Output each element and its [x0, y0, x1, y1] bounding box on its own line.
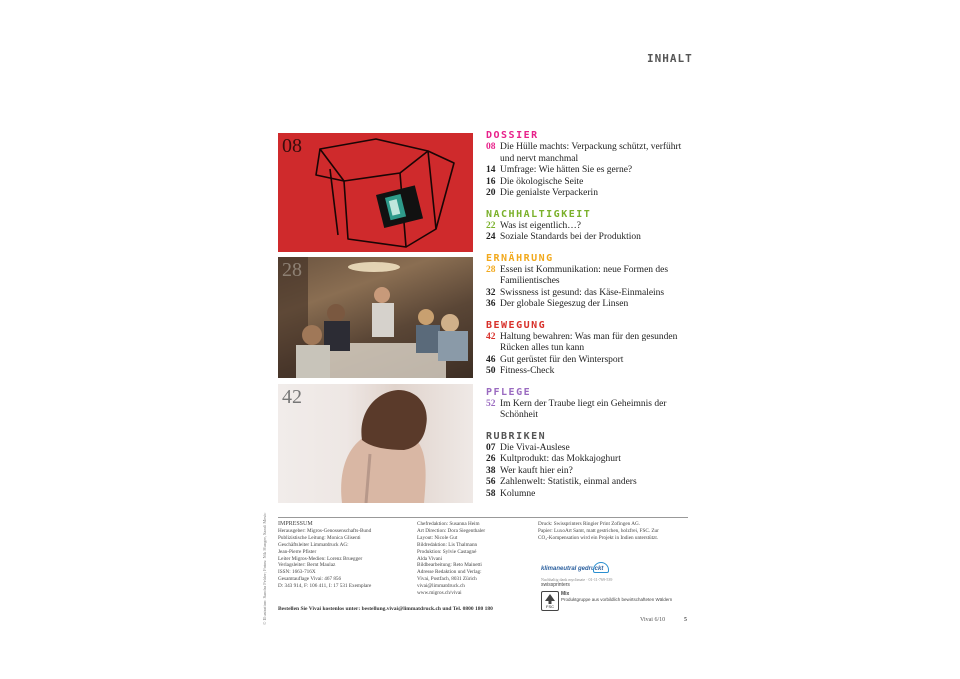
- entry-page: 52: [486, 398, 496, 409]
- entry-title: Fitness-Check: [500, 366, 555, 376]
- entry-page: 32: [486, 287, 496, 298]
- toc-entry[interactable]: [486, 477, 696, 489]
- entry-title: Wer kauft hier ein?: [500, 465, 573, 476]
- entry-title: Haltung bewahren: Was man für den gesunden Rücken alles tun kann: [500, 331, 678, 353]
- section-title: ERNÄHRUNG: [486, 252, 554, 264]
- imprint-line: Publizistische Leitung: Monica Glisenti: [278, 534, 361, 541]
- entry-page: 24: [486, 232, 496, 242]
- entry-title: Essen ist Kommunikation: neue Formen des Familientisches: [500, 264, 669, 286]
- toc-entry[interactable]: [486, 288, 696, 300]
- fsc-logo: [541, 591, 559, 611]
- entry-page: 46: [486, 354, 496, 365]
- toc-entry[interactable]: [486, 232, 696, 244]
- toc-entry[interactable]: [486, 165, 696, 177]
- entry-page: 22: [486, 220, 496, 231]
- page-number: 5: [684, 617, 687, 623]
- entry-title: Im Kern der Traube liegt ein Geheimnis der Schönheit: [500, 398, 667, 420]
- photo-woman-back: [278, 384, 473, 503]
- section-title: BEWEGUNG: [486, 319, 547, 331]
- entry-title: Die genialste Verpackerin: [500, 188, 598, 198]
- entry-page: 56: [486, 477, 496, 487]
- entry-title: Kolumne: [500, 488, 536, 499]
- table-of-contents: [486, 130, 696, 509]
- section-title: PFLEGE: [486, 386, 532, 398]
- imprint-line: CO₂-Kompensation wird ein Projekt in Indien unterstützt.: [538, 534, 659, 541]
- entry-title: Swissness ist gesund: das Käse-Einmaleins: [500, 287, 665, 298]
- entry-page: 14: [486, 165, 496, 175]
- entry-title: Die ökologische Seite: [500, 176, 584, 187]
- imprint-line: Jean-Pierre Pfister: [278, 548, 317, 555]
- entry-title: Die Vivai-Auslese: [500, 442, 570, 453]
- entry-title: Zahlenwelt: Statistik, einmal anders: [500, 477, 637, 487]
- dinner-scene: [278, 257, 473, 378]
- imprint-line: Papier: LuxoArt Samt, matt gestrichen, holzfrei, FSC. Zur: [538, 527, 659, 534]
- imprint-line: Gesamtauflage Vivai: 467 856: [278, 576, 342, 583]
- toc-section-bewegung: [486, 320, 696, 378]
- imprint-column-1: [278, 521, 413, 590]
- mix-subline: Produktgruppe aus vorbildlich bewirtschafteten Wäldern: [561, 597, 673, 602]
- entry-page: 38: [486, 465, 496, 476]
- toc-entry[interactable]: [486, 366, 696, 378]
- imprint-divider: [278, 517, 688, 518]
- toc-entry[interactable]: [486, 355, 696, 367]
- toc-section-nachhaltigkeit: [486, 209, 696, 244]
- issue-label: Vivai 6/10: [640, 617, 666, 623]
- toc-section-rubriken: [486, 431, 696, 501]
- toc-entry[interactable]: [486, 489, 696, 501]
- entry-title: Der globale Siegeszug der Linsen: [500, 299, 629, 309]
- imprint-line: D: 343 914, F: 106 411, I: 17 531 Exemplare: [278, 583, 372, 590]
- toc-entry[interactable]: [486, 454, 696, 466]
- toc-entry[interactable]: [486, 332, 696, 355]
- imprint-line: ISSN: 1663-716X: [278, 569, 316, 576]
- toc-section-ernaehrung: [486, 253, 696, 311]
- entry-page: 20: [486, 188, 496, 198]
- toc-section-dossier: [486, 130, 696, 200]
- mix-title: Mix: [561, 591, 570, 597]
- klimaneutral-logo: [541, 562, 611, 576]
- entry-title: Kultprodukt: das Mokkajoghurt: [500, 454, 621, 464]
- entry-page: 16: [486, 176, 496, 187]
- toc-entry[interactable]: [486, 466, 696, 478]
- imprint-line[interactable]: www.migros.ch/vivai: [417, 590, 462, 597]
- photo-page-number: 08: [282, 135, 302, 157]
- imprint-line: Geschäftsleiter Limmatdruck AG:: [278, 541, 349, 548]
- photo-page-number: 42: [282, 386, 302, 408]
- entry-page: 42: [486, 331, 496, 342]
- entry-page: 07: [486, 442, 496, 453]
- toc-entry[interactable]: [486, 188, 696, 200]
- entry-page: 08: [486, 142, 496, 152]
- fsc-label: FSC: [546, 604, 554, 609]
- imprint-line: Alda Vivani: [417, 555, 443, 562]
- page-heading: INHALT: [647, 52, 693, 65]
- imprint-line: Leiter Migros-Medien: Lorenz Bruegger: [278, 555, 363, 562]
- photo-credit: © Illustration: Sandra Felder; Fotos: Nik Hunger, Sandi Mesic: [262, 512, 267, 625]
- order-line[interactable]: Bestellen Sie Vivai kostenlos unter: bestellung.vivai@limmatdruck.ch und Tel. 0800 180 180: [278, 606, 493, 612]
- klimaneutral-subline: Nachhaltig dank myclimate · 01-11-769-539: [541, 577, 613, 582]
- toc-entry[interactable]: [486, 177, 696, 189]
- imprint-line: Vivai, Postfach, 8031 Zürich: [417, 576, 477, 583]
- section-title: NACHHALTIGKEIT: [486, 208, 592, 220]
- toc-section-pflege: [486, 387, 696, 422]
- klimaneutral-label: klimaneutral gedruckt: [541, 566, 604, 572]
- entry-page: 50: [486, 366, 496, 376]
- entry-page: 36: [486, 299, 496, 309]
- box-illustration: [278, 133, 473, 252]
- toc-entry[interactable]: [486, 443, 696, 455]
- imprint-line: Herausgeber: Migros-Genossenschafts-Bund: [278, 527, 372, 534]
- photo-packaging: [278, 133, 473, 252]
- entry-title: Soziale Standards bei der Produktion: [500, 232, 641, 242]
- toc-entry[interactable]: [486, 142, 696, 165]
- entry-title: Gut gerüstet für den Wintersport: [500, 354, 624, 365]
- entry-page: 26: [486, 454, 496, 464]
- toc-entry[interactable]: [486, 299, 696, 311]
- imprint-line: Adresse Redaktion und Verlag:: [417, 569, 482, 576]
- entry-title: Was ist eigentlich…?: [500, 220, 582, 231]
- section-title: DOSSIER: [486, 130, 539, 141]
- toc-entry[interactable]: [486, 265, 696, 288]
- imprint-line: Chefredaktion: Susanna Heim: [417, 521, 480, 527]
- imprint-line: Bildbearbeitung: Reto Mainetti: [417, 562, 482, 569]
- imprint-line[interactable]: vivai@limmatdruck.ch: [417, 583, 465, 590]
- mix-label: [561, 591, 672, 602]
- imprint-line: Produktion: Sylvie Castagné: [417, 548, 477, 555]
- entry-title: Umfrage: Wie hätten Sie es gerne?: [500, 165, 633, 175]
- photo-family-table: [278, 257, 473, 378]
- imprint-line: Bildredaktion: Lis Thalmann: [417, 541, 478, 548]
- swissprinters-logo: swissprinters: [541, 582, 570, 588]
- imprint-line: Art Direction: Dora Siegenthaler: [417, 527, 486, 534]
- entry-page: 28: [486, 264, 496, 275]
- toc-entry[interactable]: [486, 221, 696, 233]
- section-title: RUBRIKEN: [486, 430, 547, 442]
- imprint-column-2: [417, 521, 535, 597]
- portrait-shape: [278, 384, 473, 503]
- cloud-icon: [593, 562, 609, 573]
- imprint-line: Verlagsleiter: Bernt Maulaz: [278, 562, 336, 569]
- imprint-line: Layout: Nicole Gut: [417, 534, 458, 541]
- entry-title: Die Hülle machts: Verpackung schützt, verführt und nervt manchmal: [500, 142, 682, 164]
- imprint-column-3: [538, 521, 688, 542]
- imprint-line: IMPRESSUM: [278, 521, 313, 527]
- imprint-line: Druck: Swissprinters Ringier Print Zofingen AG.: [538, 521, 641, 527]
- entry-page: 58: [486, 488, 496, 499]
- toc-entry[interactable]: [486, 399, 696, 422]
